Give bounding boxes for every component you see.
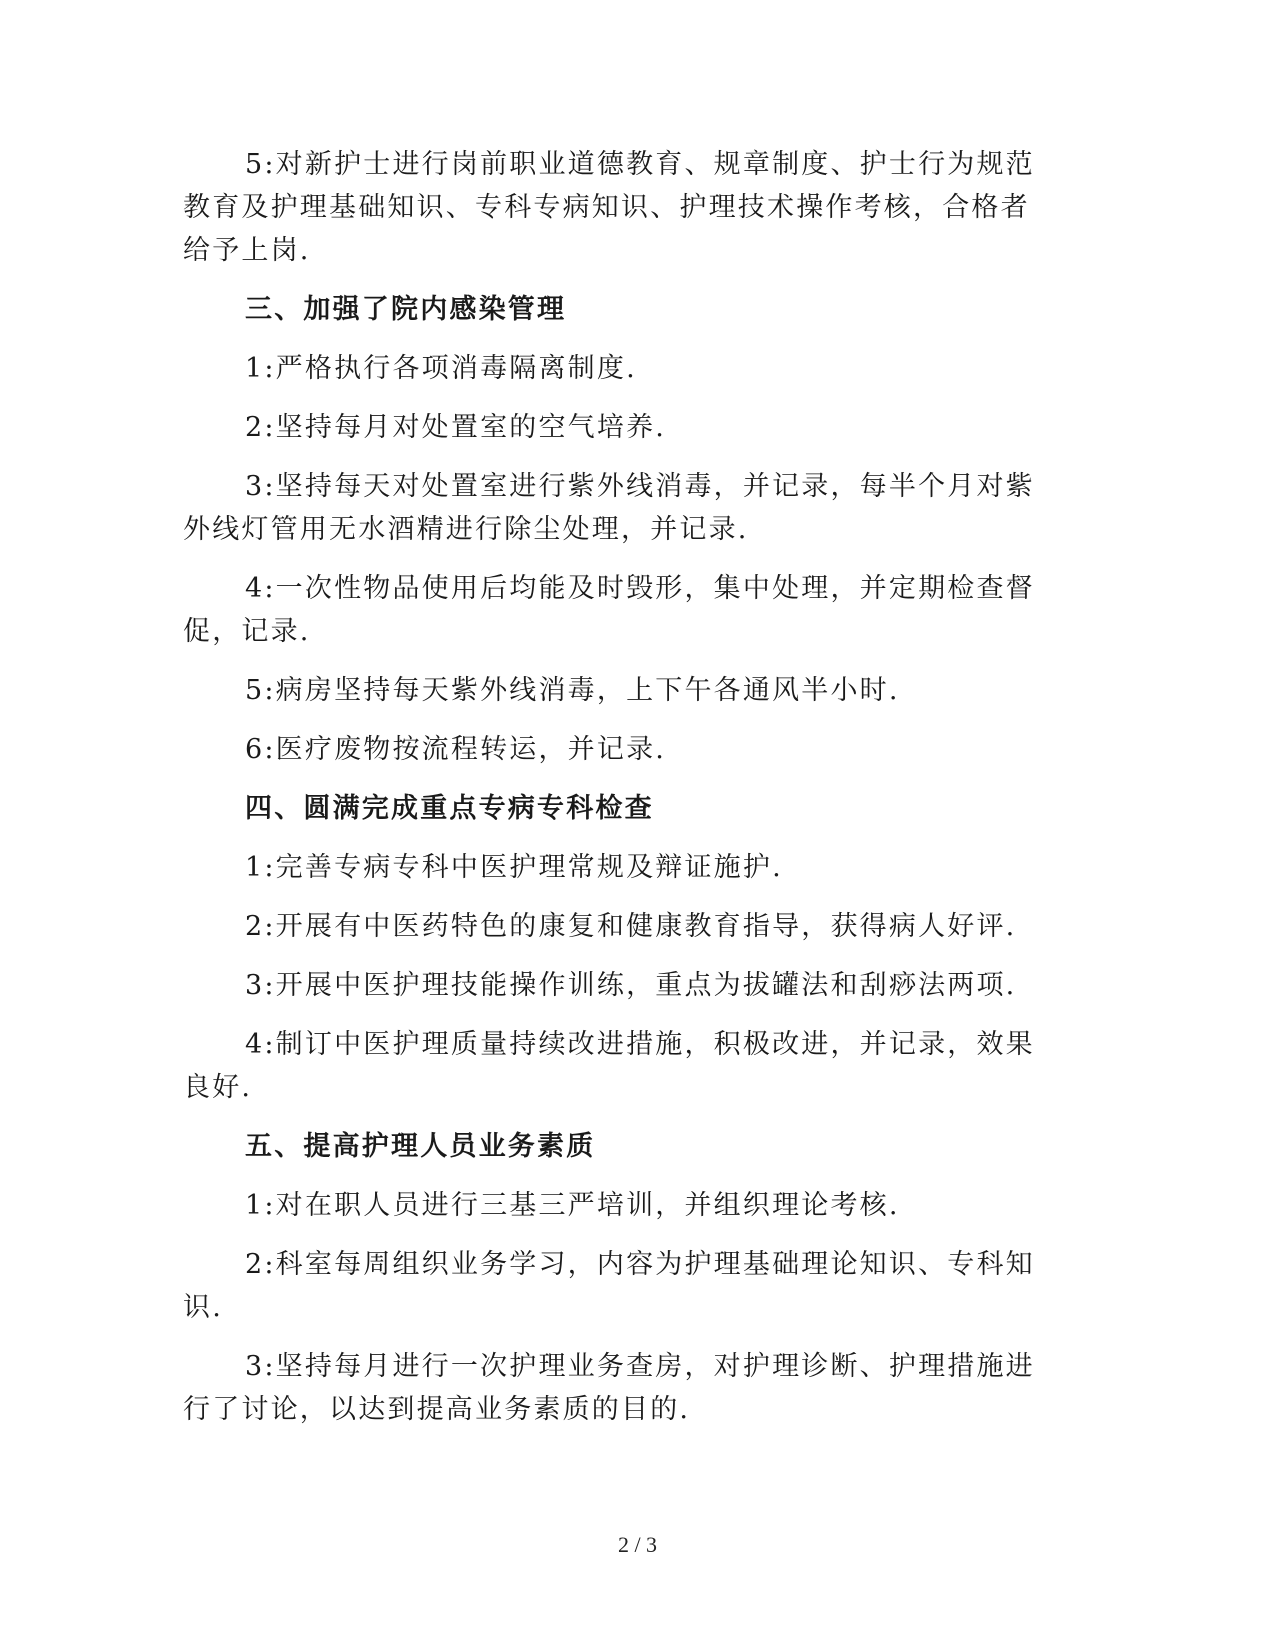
list-item: 2:坚持每月对处置室的空气培养.	[245, 412, 667, 443]
list-item: 1:完善专病专科中医护理常规及辩证施护.	[245, 852, 783, 883]
section-heading-infection-control: 三、加强了院内感染管理	[245, 294, 567, 325]
section-heading-staff-quality: 五、提高护理人员业务素质	[245, 1131, 596, 1162]
page-number: 2 / 3	[617, 1532, 658, 1557]
section-heading-specialty-inspection: 四、圆满完成重点专病专科检查	[245, 793, 654, 824]
list-item: 1:对在职人员进行三基三严培训，并组织理论考核.	[245, 1190, 900, 1221]
list-item: 2:科室每周组织业务学习，内容为护理基础理论知识、专科知识.	[183, 1249, 1035, 1323]
list-item: 3:坚持每月进行一次护理业务查房，对护理诊断、护理措施进行了讨论，以达到提高业务素质的目的.	[183, 1351, 1035, 1425]
list-item: 3:坚持每天对处置室进行紫外线消毒，并记录，每半个月对紫外线灯管用无水酒精进行除尘处理，并记录.	[183, 471, 1035, 545]
list-item: 4:一次性物品使用后均能及时毁形，集中处理，并定期检查督促，记录.	[183, 573, 1035, 647]
list-item: 2:开展有中医药特色的康复和健康教育指导，获得病人好评.	[245, 911, 1017, 942]
list-item: 3:开展中医护理技能操作训练，重点为拔罐法和刮痧法两项.	[245, 970, 1017, 1001]
list-item: 4:制订中医护理质量持续改进措施，积极改进，并记录，效果良好.	[183, 1029, 1035, 1103]
list-item: 1:严格执行各项消毒隔离制度.	[245, 353, 637, 384]
list-item: 6:医疗废物按流程转运，并记录.	[245, 734, 667, 765]
document-body	[183, 143, 1053, 1447]
paragraph-new-nurse-training: 5:对新护士进行岗前职业道德教育、规章制度、护士行为规范教育及护理基础知识、专科专病知识、护理技术操作考核，合格者给予上岗.	[183, 149, 1035, 266]
list-item: 5:病房坚持每天紫外线消毒，上下午各通风半小时.	[245, 675, 900, 706]
